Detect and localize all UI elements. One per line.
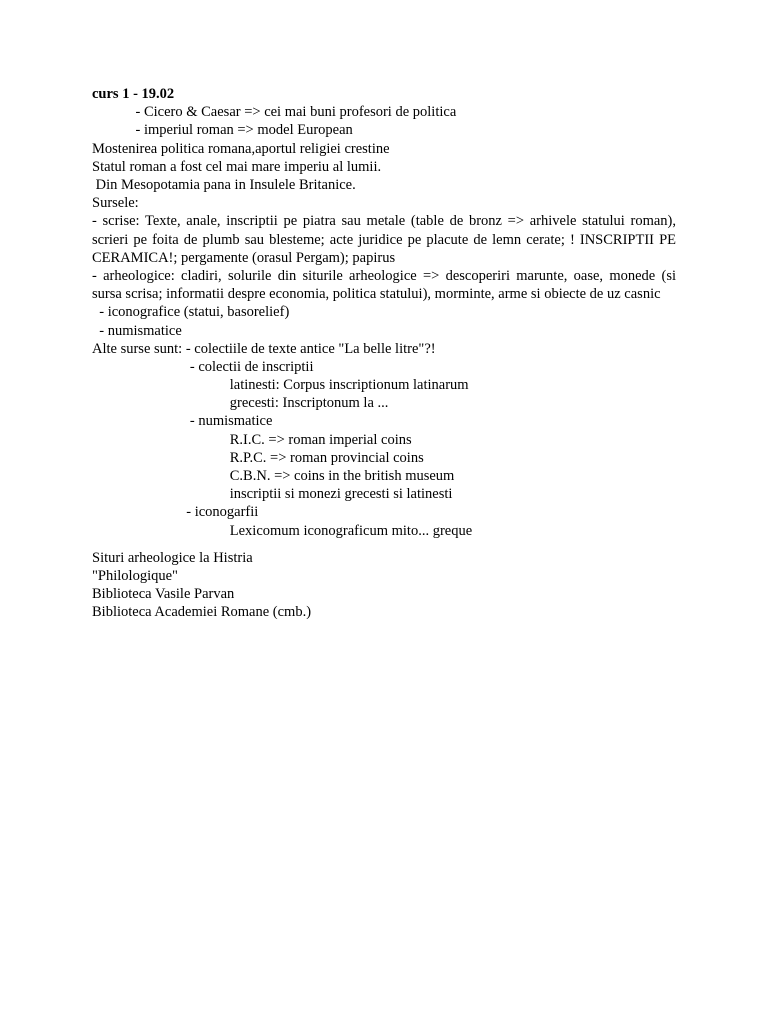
text-line: Sursele: <box>92 195 139 212</box>
text-line: - imperiul roman => model European <box>92 122 353 139</box>
text-line: Biblioteca Vasile Parvan <box>92 586 235 603</box>
text-line: "Philologique" <box>92 567 178 584</box>
text-line: - colectii de inscriptii <box>92 358 314 375</box>
text-line: - numismatice <box>92 322 182 339</box>
text-line: R.P.C. => roman provincial coins <box>92 449 424 466</box>
text-line: Biblioteca Academiei Romane (cmb.) <box>92 604 312 621</box>
text-line: inscriptii si monezi grecesti si latinesti <box>92 486 453 503</box>
document-body <box>92 85 676 622</box>
text-line: grecesti: Inscriptonum la ... <box>92 395 389 412</box>
paragraph-scrise: - scrise: Texte, anale, inscriptii pe piatra sau metale (table de bronz => arhivele statului roman), scrieri pe foita de plumb sau blesteme; acte juridice pe placute de lemn cerate; ! INSCRIPTII PE CERAMICA!; pergamente (orasul Pergam); papirus <box>92 213 676 266</box>
text-line: C.B.N. => coins in the british museum <box>92 468 455 485</box>
text-line: Statul roman a fost cel mai mare imperiu al lumii. <box>92 158 382 175</box>
text-line: - iconografice (statui, basorelief) <box>92 304 290 321</box>
text-line: Din Mesopotamia pana in Insulele Britanice. <box>92 176 356 193</box>
document-title: curs 1 - 19.02 <box>92 86 175 102</box>
text-line: - numismatice <box>92 413 273 430</box>
text-line: Alte surse sunt: - colectiile de texte antice "La belle litre"?! <box>92 340 436 357</box>
blank-line <box>92 540 676 549</box>
text-line: - iconogarfii <box>92 504 259 521</box>
text-line: Mostenirea politica romana,aportul religiei crestine <box>92 140 390 157</box>
text-line: Lexicomum iconograficum mito... greque <box>92 522 473 539</box>
paragraph-arheologice: - arheologice: cladiri, solurile din siturile arheologice => descoperiri marunte, oase, monede (si sursa scrisa; informatii despre economia, politica statului), morminte, arme si obiecte de uz casnic <box>92 267 676 303</box>
text-line: - Cicero & Caesar => cei mai buni profesori de politica <box>92 104 457 121</box>
text-line: R.I.C. => roman imperial coins <box>92 431 412 448</box>
text-line: Situri arheologice la Histria <box>92 549 253 566</box>
text-line: latinesti: Corpus inscriptionum latinarum <box>92 377 469 394</box>
